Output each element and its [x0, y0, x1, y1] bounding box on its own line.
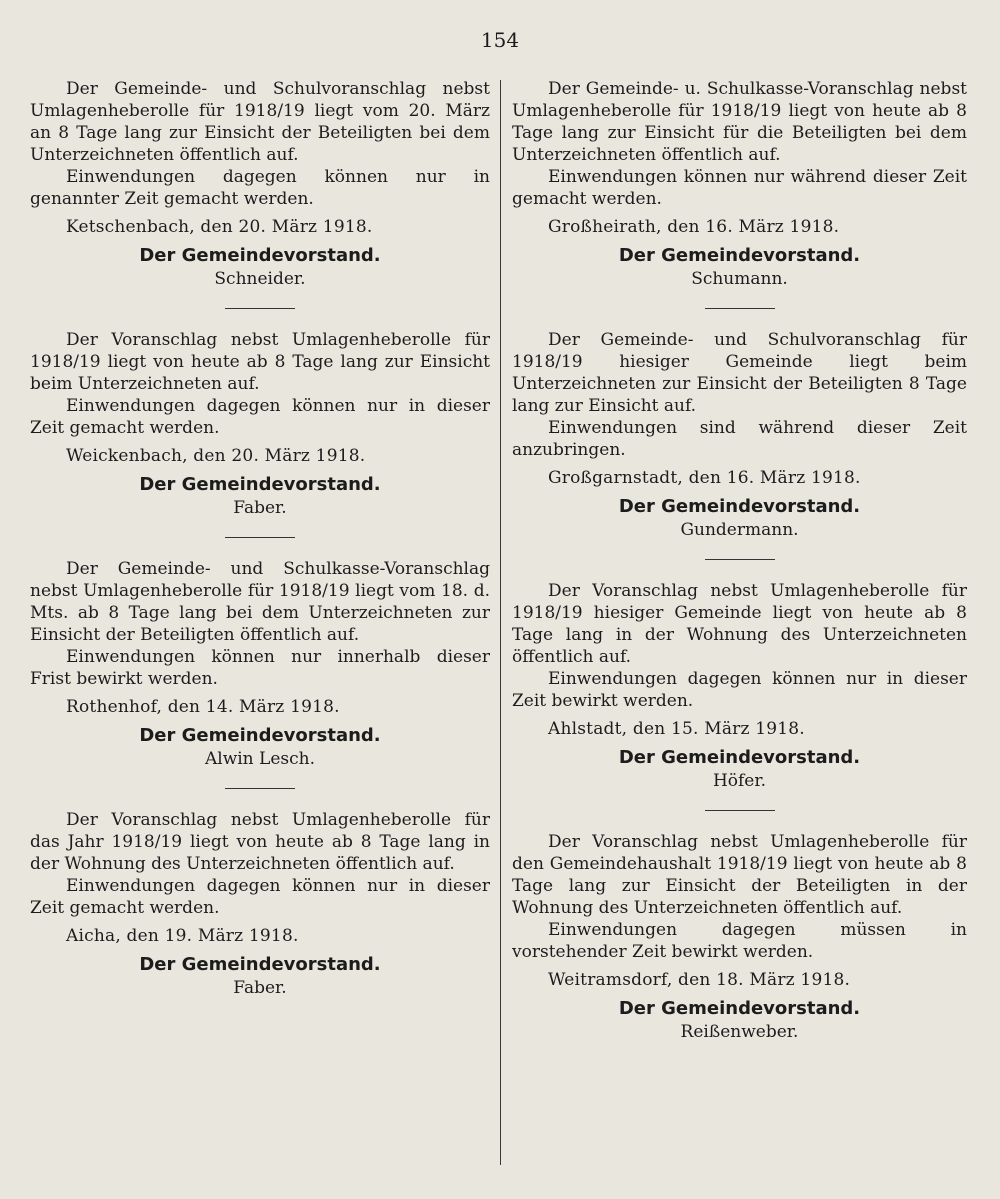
- separator-rule: [705, 308, 775, 309]
- notice-authority: Der Gemeindevorstand.: [618, 747, 861, 768]
- notice-objection: Einwendungen dagegen können nur in dieser Zeit gemacht werden.: [30, 396, 490, 438]
- notice-authority: Der Gemeindevorstand.: [139, 245, 381, 266]
- separator-rule: [705, 559, 775, 560]
- notice-authority: Der Gemeindevorstand.: [139, 725, 381, 746]
- page-number: 154: [480, 28, 520, 52]
- notice-place-date: Großgarnstadt, den 16. März 1918.: [548, 468, 861, 488]
- column-divider: [500, 80, 501, 1165]
- notice-signature: Höfer.: [712, 771, 767, 791]
- separator-rule: [225, 537, 295, 538]
- notice-body: Der Voranschlag nebst Umlagenheberolle für 1918/19 liegt von heute ab 8 Tage lang zur Einsicht beim Unterzeichneten auf.: [30, 330, 490, 394]
- right-column: [512, 78, 967, 1043]
- notice-authority: Der Gemeindevorstand.: [139, 954, 381, 975]
- notice-authority: Der Gemeindevorstand.: [618, 245, 861, 266]
- notice-body: Der Gemeinde- und Schulvoranschlag nebst Umlagenheberolle für 1918/19 liegt vom 20. März an 8 Tage lang zur Einsicht der Beteiligten bei dem Unterzeichneten öffentlich auf.: [30, 79, 490, 165]
- notice-rothenhof: [30, 558, 490, 770]
- notice-authority: Der Gemeindevorstand.: [618, 496, 861, 517]
- notice-aicha: [30, 809, 490, 999]
- notice-signature: Schumann.: [691, 269, 788, 289]
- notice-objection: Einwendungen dagegen müssen in vorstehender Zeit bewirkt werden.: [512, 920, 967, 962]
- notice-ahlstadt: [512, 580, 967, 792]
- notice-objection: Einwendungen können nur während dieser Zeit gemacht werden.: [512, 167, 967, 209]
- separator-rule: [225, 308, 295, 309]
- notice-objection: Einwendungen dagegen können nur in dieser Zeit gemacht werden.: [30, 876, 490, 918]
- notice-signature: Faber.: [233, 978, 287, 998]
- notice-body: Der Gemeinde- und Schulkasse-Voranschlag nebst Umlagenheberolle für 1918/19 liegt vom 18. d. Mts. ab 8 Tage lang bei dem Unterzeichneten zur Einsicht der Beteiligten öffentlich auf.: [30, 559, 490, 645]
- notice-body: Der Voranschlag nebst Umlagenheberolle für den Gemeindehaushalt 1918/19 liegt von heute ab 8 Tage lang zur Einsicht der Beteiligten in der Wohnung des Unterzeichneten öffentlich auf.: [512, 832, 967, 918]
- notice-signature: Faber.: [233, 498, 287, 518]
- left-column: [30, 78, 490, 999]
- notice-body: Der Gemeinde- und Schulvoranschlag für 1918/19 hiesiger Gemeinde liegt beim Unterzeichneten zur Einsicht der Beteiligten 8 Tage lang zur Einsicht auf.: [512, 330, 967, 416]
- notice-place-date: Rothenhof, den 14. März 1918.: [66, 697, 340, 717]
- notice-body: Der Gemeinde- u. Schulkasse-Voranschlag nebst Umlagenheberolle für 1918/19 liegt von heute ab 8 Tage lang zur Einsicht für die Beteiligten bei dem Unterzeichneten öffentlich auf.: [512, 79, 967, 165]
- notice-body: Der Voranschlag nebst Umlagenheberolle für das Jahr 1918/19 liegt von heute ab 8 Tage lang in der Wohnung des Unterzeichneten öffentlich auf.: [30, 810, 490, 874]
- notice-place-date: Weickenbach, den 20. März 1918.: [66, 446, 366, 466]
- notice-body: Der Voranschlag nebst Umlagenheberolle für 1918/19 hiesiger Gemeinde liegt von heute ab 8 Tage lang in der Wohnung des Unterzeichneten öffentlich auf.: [512, 581, 967, 667]
- notice-place-date: Großheirath, den 16. März 1918.: [548, 217, 840, 237]
- notice-authority: Der Gemeindevorstand.: [139, 474, 381, 495]
- notice-place-date: Weitramsdorf, den 18. März 1918.: [548, 970, 851, 990]
- notice-grossgarnstadt: [512, 329, 967, 541]
- notice-signature: Reißenweber.: [680, 1022, 799, 1042]
- notice-objection: Einwendungen dagegen können nur in dieser Zeit bewirkt werden.: [512, 669, 967, 711]
- notice-place-date: Ahlstadt, den 15. März 1918.: [548, 719, 805, 739]
- notice-signature: Gundermann.: [680, 520, 799, 540]
- notice-objection: Einwendungen können nur innerhalb dieser Frist bewirkt werden.: [30, 647, 490, 689]
- notice-place-date: Aicha, den 19. März 1918.: [66, 926, 299, 946]
- notice-ketschenbach: [30, 78, 490, 290]
- notice-objection: Einwendungen dagegen können nur in genannter Zeit gemacht werden.: [30, 167, 490, 209]
- notice-signature: Schneider.: [214, 269, 306, 289]
- notice-weickenbach: [30, 329, 490, 519]
- notice-weitramsdorf: [512, 831, 967, 1043]
- notice-signature: Alwin Lesch.: [204, 749, 315, 769]
- separator-rule: [225, 788, 295, 789]
- separator-rule: [705, 810, 775, 811]
- notice-authority: Der Gemeindevorstand.: [618, 998, 861, 1019]
- notice-grossheirath: [512, 78, 967, 290]
- notice-objection: Einwendungen sind während dieser Zeit anzubringen.: [512, 418, 967, 460]
- notice-place-date: Ketschenbach, den 20. März 1918.: [66, 217, 373, 237]
